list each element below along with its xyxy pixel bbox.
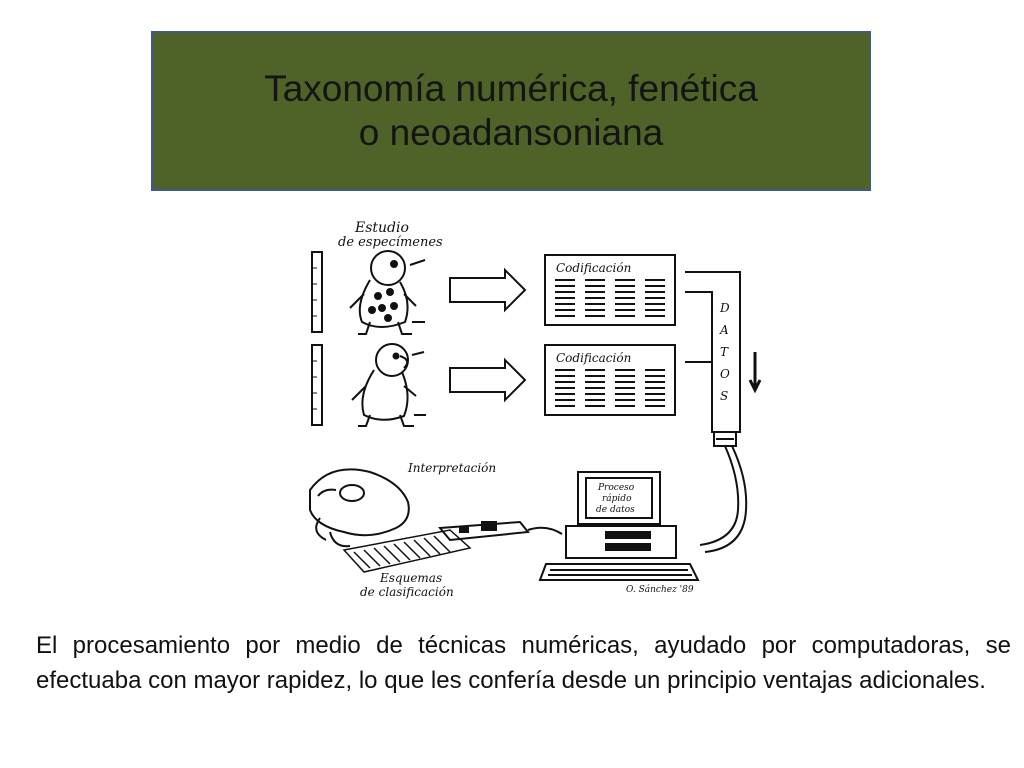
artist-signature: O. Sánchez '89 bbox=[626, 585, 694, 595]
schemes-label-2: de clasificación bbox=[360, 585, 454, 599]
coding-sheet-bottom bbox=[545, 345, 675, 415]
specimen-spotted bbox=[350, 251, 425, 334]
numerical-taxonomy-illustration bbox=[300, 210, 770, 605]
data-letter-d: D bbox=[720, 301, 730, 315]
data-tube bbox=[685, 272, 746, 552]
scientist-head bbox=[310, 469, 409, 546]
data-letter-o: O bbox=[720, 367, 730, 381]
page-title-line-2: o neoadansoniana bbox=[358, 112, 664, 153]
ruler-bottom bbox=[312, 345, 322, 425]
screen-line-1: Proceso bbox=[598, 483, 635, 493]
arrow-bottom-icon bbox=[450, 360, 525, 400]
study-label-2: de especímenes bbox=[338, 235, 443, 250]
arrow-top-icon bbox=[450, 270, 525, 310]
screen-line-3: de datos bbox=[596, 505, 635, 515]
ruler-top bbox=[312, 252, 322, 332]
classification-schemes bbox=[344, 530, 470, 572]
down-arrow-icon bbox=[750, 352, 760, 390]
coding-sheet-top bbox=[545, 255, 675, 325]
title-box bbox=[151, 31, 871, 191]
data-letter-s: S bbox=[720, 389, 729, 403]
schemes-label-1: Esquemas bbox=[380, 571, 443, 585]
body-paragraph: El procesamiento por medio de técnicas numéricas, ayudado por computadoras, se efectuaba con mayor rapidez, lo que les confería desde un principio ventajas adicionales. bbox=[36, 632, 1011, 694]
page-title-line-1: Taxonomía numérica, fenética bbox=[264, 68, 758, 109]
data-letter-t: T bbox=[720, 345, 729, 359]
interpretation-label: Interpretación bbox=[408, 461, 497, 475]
specimen-plain bbox=[352, 344, 426, 426]
coding-label-bottom: Codificación bbox=[556, 351, 632, 365]
data-letter-a: A bbox=[720, 323, 729, 337]
study-label-1: Estudio bbox=[355, 220, 409, 236]
screen-line-2: rápido bbox=[602, 494, 632, 504]
illustration-svg bbox=[300, 210, 770, 605]
coding-label-top: Codificación bbox=[556, 261, 632, 275]
